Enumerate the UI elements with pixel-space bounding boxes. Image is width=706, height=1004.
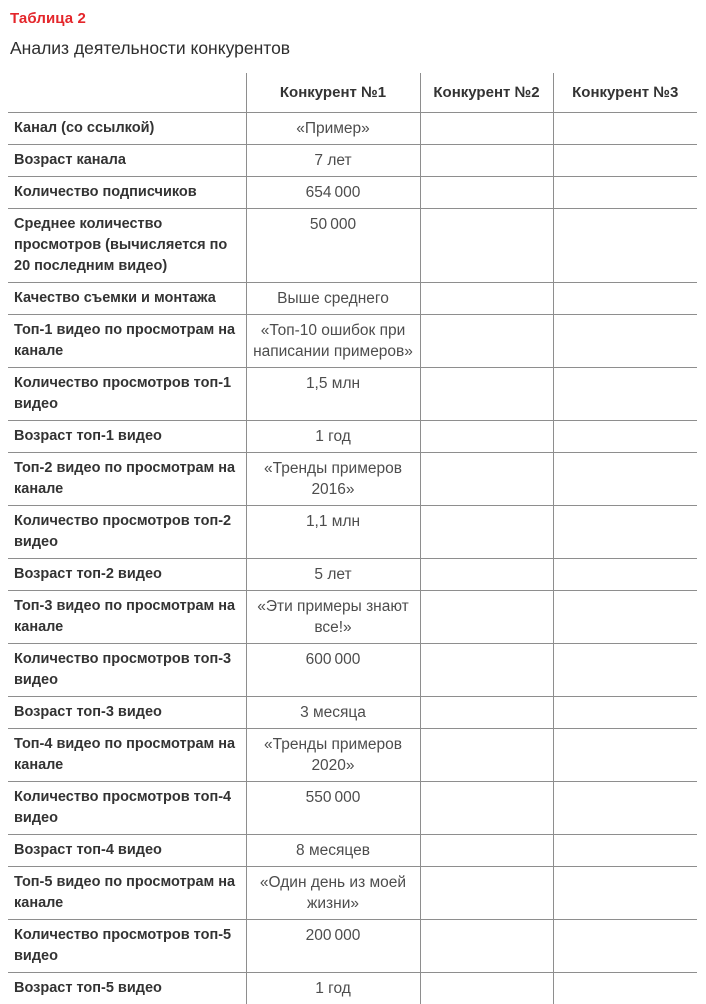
table-row	[8, 867, 697, 920]
table-row	[8, 368, 697, 421]
table-row	[8, 453, 697, 506]
cell-competitor-2	[420, 591, 553, 644]
cell-competitor-1: «Пример»	[246, 113, 420, 145]
row-label: Топ-1 видео по просмотрам на канале	[8, 315, 246, 368]
cell-competitor-3	[553, 506, 697, 559]
cell-competitor-1: 1,1 млн	[246, 506, 420, 559]
row-label: Количество просмотров топ-2 видео	[8, 506, 246, 559]
cell-competitor-1: 3 месяца	[246, 697, 420, 729]
header-row	[8, 73, 697, 113]
cell-competitor-2	[420, 506, 553, 559]
cell-competitor-1: «Эти примеры знают все!»	[246, 591, 420, 644]
row-label: Количество просмотров топ-4 видео	[8, 782, 246, 835]
cell-competitor-1: «Тренды примеров 2020»	[246, 729, 420, 782]
cell-competitor-1: 50 000	[246, 209, 420, 283]
cell-competitor-2	[420, 782, 553, 835]
table-row	[8, 835, 697, 867]
row-label: Количество просмотров топ-1 видео	[8, 368, 246, 421]
cell-competitor-1: 8 месяцев	[246, 835, 420, 867]
row-label: Количество подписчиков	[8, 177, 246, 209]
row-label: Возраст топ-2 видео	[8, 559, 246, 591]
row-label: Качество съемки и монтажа	[8, 283, 246, 315]
table-row	[8, 559, 697, 591]
table-row	[8, 729, 697, 782]
table-row	[8, 283, 697, 315]
row-label: Возраст топ-3 видео	[8, 697, 246, 729]
cell-competitor-1: 1 год	[246, 973, 420, 1004]
cell-competitor-2	[420, 368, 553, 421]
table-row	[8, 782, 697, 835]
column-header-competitor-2: Конкурент №2	[420, 73, 553, 113]
cell-competitor-1: 550 000	[246, 782, 420, 835]
row-label: Количество просмотров топ-5 видео	[8, 920, 246, 973]
table-row	[8, 177, 697, 209]
cell-competitor-3	[553, 782, 697, 835]
cell-competitor-3	[553, 591, 697, 644]
cell-competitor-3	[553, 209, 697, 283]
cell-competitor-3	[553, 177, 697, 209]
cell-competitor-1: 1 год	[246, 421, 420, 453]
cell-competitor-2	[420, 453, 553, 506]
cell-competitor-3	[553, 973, 697, 1004]
page-title: Анализ деятельности конкурентов	[10, 38, 698, 59]
cell-competitor-3	[553, 421, 697, 453]
column-header-competitor-3: Конкурент №3	[553, 73, 697, 113]
cell-competitor-2	[420, 559, 553, 591]
cell-competitor-2	[420, 920, 553, 973]
table-row	[8, 315, 697, 368]
table-row	[8, 644, 697, 697]
table-caption: Таблица 2	[10, 10, 698, 27]
table-row	[8, 591, 697, 644]
competitor-analysis-table	[8, 73, 697, 1004]
cell-competitor-2	[420, 421, 553, 453]
cell-competitor-1: 600 000	[246, 644, 420, 697]
row-label: Топ-5 видео по просмотрам на канале	[8, 867, 246, 920]
corner-cell	[8, 73, 246, 113]
row-label: Канал (со ссылкой)	[8, 113, 246, 145]
row-label: Возраст канала	[8, 145, 246, 177]
cell-competitor-3	[553, 145, 697, 177]
cell-competitor-3	[553, 920, 697, 973]
row-label: Среднее количество просмотров (вычисляется по 20 последним видео)	[8, 209, 246, 283]
column-header-competitor-1: Конкурент №1	[246, 73, 420, 113]
cell-competitor-1: 654 000	[246, 177, 420, 209]
row-label: Возраст топ-4 видео	[8, 835, 246, 867]
cell-competitor-3	[553, 283, 697, 315]
cell-competitor-3	[553, 113, 697, 145]
cell-competitor-2	[420, 209, 553, 283]
cell-competitor-1: «Тренды примеров 2016»	[246, 453, 420, 506]
row-label: Топ-2 видео по просмотрам на канале	[8, 453, 246, 506]
cell-competitor-1: Выше среднего	[246, 283, 420, 315]
cell-competitor-1: 5 лет	[246, 559, 420, 591]
row-label: Топ-3 видео по просмотрам на канале	[8, 591, 246, 644]
cell-competitor-3	[553, 835, 697, 867]
row-label: Количество просмотров топ-3 видео	[8, 644, 246, 697]
cell-competitor-2	[420, 283, 553, 315]
row-label: Возраст топ-1 видео	[8, 421, 246, 453]
cell-competitor-2	[420, 867, 553, 920]
cell-competitor-3	[553, 315, 697, 368]
table-row	[8, 209, 697, 283]
row-label: Топ-4 видео по просмотрам на канале	[8, 729, 246, 782]
cell-competitor-2	[420, 145, 553, 177]
cell-competitor-3	[553, 368, 697, 421]
cell-competitor-2	[420, 177, 553, 209]
cell-competitor-2	[420, 113, 553, 145]
table-row	[8, 145, 697, 177]
row-label: Возраст топ-5 видео	[8, 973, 246, 1004]
cell-competitor-2	[420, 973, 553, 1004]
cell-competitor-1: «Топ-10 ошибок при написании примеров»	[246, 315, 420, 368]
table-row	[8, 421, 697, 453]
cell-competitor-3	[553, 697, 697, 729]
table-row	[8, 920, 697, 973]
cell-competitor-2	[420, 729, 553, 782]
table-row	[8, 697, 697, 729]
cell-competitor-1: 200 000	[246, 920, 420, 973]
cell-competitor-1: 1,5 млн	[246, 368, 420, 421]
table-row	[8, 113, 697, 145]
cell-competitor-3	[553, 453, 697, 506]
cell-competitor-2	[420, 644, 553, 697]
cell-competitor-1: 7 лет	[246, 145, 420, 177]
table-row	[8, 506, 697, 559]
cell-competitor-3	[553, 644, 697, 697]
cell-competitor-3	[553, 867, 697, 920]
cell-competitor-1: «Один день из моей жизни»	[246, 867, 420, 920]
cell-competitor-3	[553, 729, 697, 782]
table-row	[8, 973, 697, 1004]
cell-competitor-3	[553, 559, 697, 591]
cell-competitor-2	[420, 315, 553, 368]
cell-competitor-2	[420, 835, 553, 867]
cell-competitor-2	[420, 697, 553, 729]
